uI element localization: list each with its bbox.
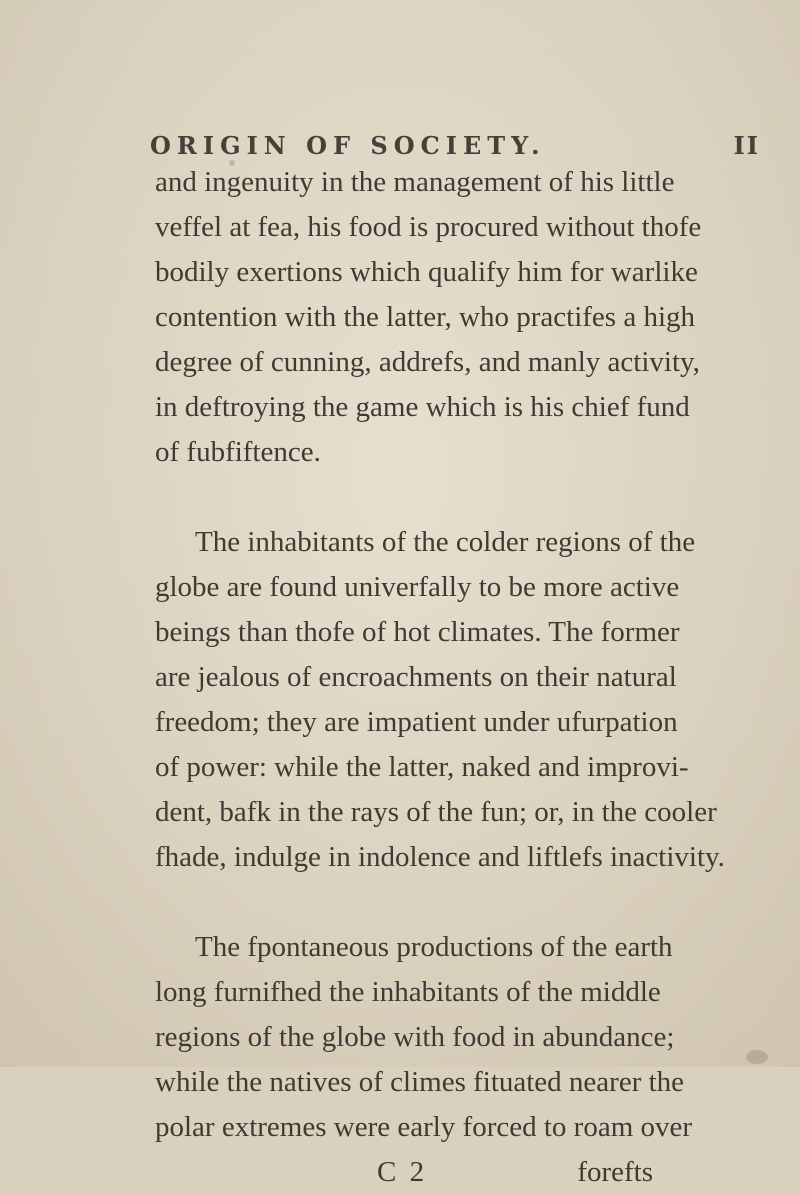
paragraph (155, 520, 725, 880)
text-line: contention with the latter, who practifes a high (155, 301, 696, 333)
text-line: bodily exertions which qualify him for warlike (155, 256, 698, 288)
text-line: The inhabitants of the colder regions of the (195, 526, 696, 558)
paragraph-gap (155, 880, 653, 925)
paragraph (155, 160, 702, 475)
page-number: II (733, 131, 760, 160)
paragraph-gap (155, 475, 653, 520)
text-line: freedom; they are impatient under ufurpation (155, 706, 678, 738)
text-line: polar extremes were early forced to roam over (155, 1111, 693, 1143)
text-line: The fpontaneous productions of the earth (195, 931, 673, 963)
paragraph (155, 925, 693, 1150)
signature-mark: C 2 (377, 1156, 428, 1188)
text-line: of power: while the latter, naked and improvi- (155, 751, 689, 783)
page-footer (155, 1150, 653, 1195)
text-line: while the natives of climes fituated nearer the (155, 1066, 685, 1098)
text-line: veffel at fea, his food is procured without thofe (155, 211, 702, 243)
text-line: regions of the globe with food in abundance; (155, 1021, 675, 1053)
text-line: in deftroying the game which is his chief fund (155, 391, 690, 423)
text-line: globe are found univerfally to be more active (155, 571, 680, 603)
text-line: of fubfiftence. (155, 436, 321, 468)
text-line: are jealous of encroachments on their natural (155, 661, 677, 693)
text-line: long furnifhed the inhabitants of the middle (155, 976, 661, 1008)
running-title: ORIGIN OF SOCIETY. (150, 131, 546, 160)
text-line: fhade, indulge in indolence and liftlefs inactivity. (155, 841, 725, 873)
text-line: and ingenuity in the management of his little (155, 166, 675, 198)
ink-spot (746, 1050, 768, 1064)
body-text (155, 160, 725, 1195)
text-line: dent, bafk in the rays of the fun; or, in the cooler (155, 796, 717, 828)
catchword: forefts (577, 1156, 653, 1188)
text-line: beings than thofe of hot climates. The former (155, 616, 680, 648)
text-line: degree of cunning, addrefs, and manly activity, (155, 346, 700, 378)
